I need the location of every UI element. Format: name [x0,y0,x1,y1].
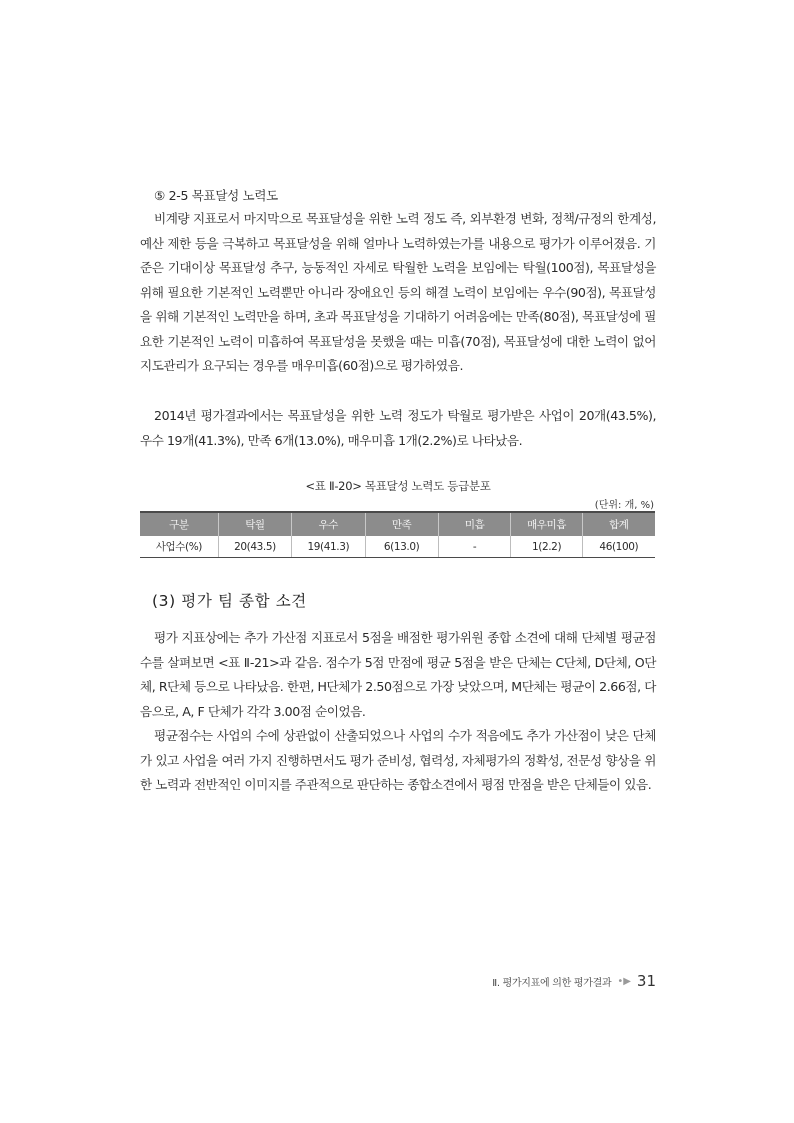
table-header-cell: 미흡 [438,512,511,536]
table-header-cell: 매우미흡 [511,512,582,536]
table-header-cell: 구분 [140,512,218,536]
page-number: 31 [636,972,656,990]
subsection-heading: (3) 평가 팀 종합 소견 [152,592,307,610]
table-cell: 사업수(%) [140,536,218,558]
table-cell: 6(13.0) [365,536,438,558]
footer-chapter-title: Ⅱ. 평가지표에 의한 평가결과 [492,977,612,989]
table-header-cell: 우수 [292,512,365,536]
table-cell: 20(43.5) [218,536,291,558]
table-header-cell: 만족 [365,512,438,536]
table-cell: - [438,536,511,558]
table-header-row [140,512,655,536]
footer-arrow-icon: •▶ [617,975,631,987]
table-cell: 19(41.3) [292,536,365,558]
body-paragraph: 비계량 지표로서 마지막으로 목표달성을 위한 노력 정도 즉, 외부환경 변화, 정책/규정의 한계성, 예산 제한 등을 극복하고 목표달성을 위해 얼마나 노력하였는가를 내용으로 평가가 이루어졌음. 기준은 기대이상 목표달성 추구, 능동적인 자세로 탁월한 노력을 보임에는 탁월(100점), 목표달성을 위해 필요한 기본적인 노력뿐만 아니라 장애요인 등의 해결 노력이 보임에는 우수(90점), 목표달성을 위해 기본적인 노력만을 하며, 초과 목표달성을 기대하기 어려움에는 만족(80점), 목표달성에 필요한 기본적인 노력이 미흡하여 목표달성을 못했을 때는 미흡(70점), 목표달성에 대한 노력이 없어 지도관리가 요구되는 경우를 매우미흡(60점)으로 평가하였음. [140,211,656,373]
table-unit: (단위: 개, %) [594,500,654,511]
table-row [140,536,655,558]
body-paragraph: 평가 지표상에는 추가 가산점 지표로서 5점을 배점한 평가위원 종합 소견에 대해 단체별 평균점수를 살펴보면 <표 Ⅱ-21>과 같음. 점수가 5점 만점에 평균 5점을 받은 단체는 C단체, D단체, O단체, R단체 등으로 나타났음. 한편, H단체가 2.50점으로 가장 낮았으며, M단체는 평균이 2.66점, 다음으로, A, F 단체가 각각 3.00점 순이었음. [140,630,656,719]
table-caption: <표 Ⅱ-20> 목표달성 노력도 등급분포 [305,479,491,493]
section-heading: ⑤ 2-5 목표달성 노력도 [154,188,278,203]
page-footer [492,972,656,990]
table-cell: 1(2.2) [511,536,582,558]
table-header-cell: 합계 [582,512,655,536]
body-paragraph: 2014년 평가결과에서는 목표달성을 위한 노력 정도가 탁월로 평가받은 사업이 20개(43.5%), 우수 19개(41.3%), 만족 6개(13.0%), 매우미흡 1개(2.2%)로 나타났음. [140,408,656,448]
grade-distribution-table [140,511,655,558]
table-cell: 46(100) [582,536,655,558]
body-paragraph: 평균점수는 사업의 수에 상관없이 산출되었으나 사업의 수가 적음에도 추가 가산점이 낮은 단체가 있고 사업을 여러 가지 진행하면서도 평가 준비성, 협력성, 자체평가의 정확성, 전문성 향상을 위한 노력과 전반적인 이미지를 주관적으로 판단하는 종합소견에서 평점 만점을 받은 단체들이 있음. [140,728,656,792]
table-header-cell: 탁월 [218,512,291,536]
